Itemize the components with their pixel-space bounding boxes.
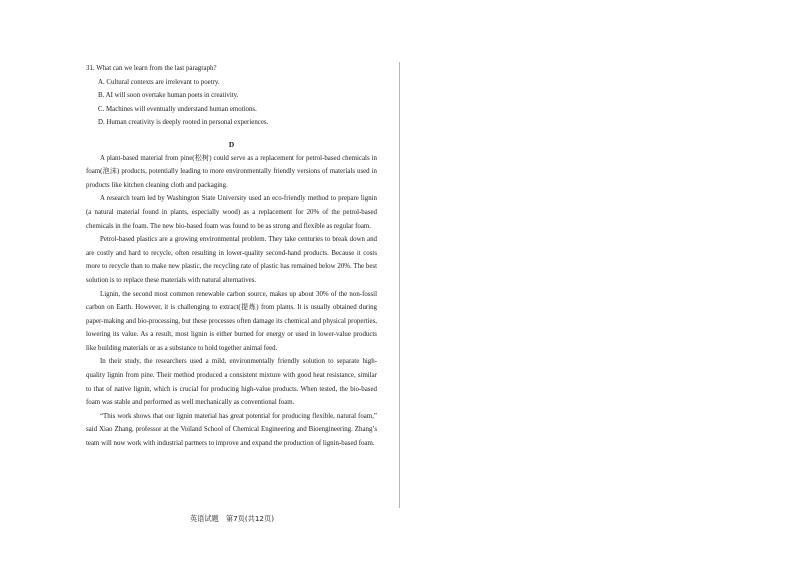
option-d: D. Human creativity is deeply rooted in personal experiences. bbox=[98, 119, 269, 127]
paragraph-1: A plant-based material from pine(松树) could serve as a replacement for petrol-based chemicals in foam(泡沫) products, potentially leading to more environmentally friendly versions of materials used in products like kitchen cleaning cloth and packaging. bbox=[86, 154, 377, 189]
option-a: A. Cultural contexts are irrelevant to poetry. bbox=[98, 78, 220, 86]
option-c: C. Machines will eventually understand human emotions. bbox=[98, 105, 257, 113]
paragraph-5: In their study, the researchers used a mild, environmentally friendly solution to separate high-quality lignin from pine. Their method produced a consistent mixture with good heat resistance, similar to that of native lignin, which is crucial for producing high-value products. When tested, the bio-based foam was stable and performed as well mechanically as conventional foam. bbox=[86, 358, 377, 407]
paragraph-3: Petrol-based plastics are a growing environmental problem. They take centuries to break down and are costly and hard to recycle, often resulting in lower-quality second-hand products. Because it costs more to recycle than to make new plastic, the recycling rate of plastic has remained below 20%. The best solution is to replace these materials with natural alternatives. bbox=[86, 236, 377, 284]
paragraph-4: Lignin, the second most common renewable carbon source, makes up about 30% of the non-fossil carbon on Earth. However, it is challenging to extract(提炼) from plants. It is usually obtained during paper-making and bio-processing, but these processes often damage its chemical and physical properties, lowering its value. As a result, most lignin is either burned for energy or used in lower-value products like building materials or as a substance to hold together animal feed. bbox=[86, 290, 377, 352]
question-stem: 31. What can we learn from the last paragraph? bbox=[86, 65, 217, 72]
page-footer: 英语试题 第7页(共12页) bbox=[189, 514, 274, 523]
left-column bbox=[86, 62, 377, 451]
column-divider bbox=[399, 62, 400, 508]
paragraph-2: A research team led by Washington State University used an eco-friendly method to prepare lignin (a natural material found in plants, especially wood) as a replacement for 20% of the petrol-based chemicals in the foam. The new bio-based foam was found to be as strong and flexible as regular foam. bbox=[86, 195, 377, 230]
option-b: B. AI will soon overtake human poets in creativity. bbox=[98, 92, 239, 100]
paragraph-6: “This work shows that our lignin material has great potential for producing flexible, natural foam,” said Xiao Zhang, professor at the Voiland School of Chemical Engineering and Bioengineering. Zhang’s team will now work with industrial partners to improve and expand the production of lignin-based foam. bbox=[86, 412, 377, 448]
section-heading: D bbox=[228, 139, 235, 149]
